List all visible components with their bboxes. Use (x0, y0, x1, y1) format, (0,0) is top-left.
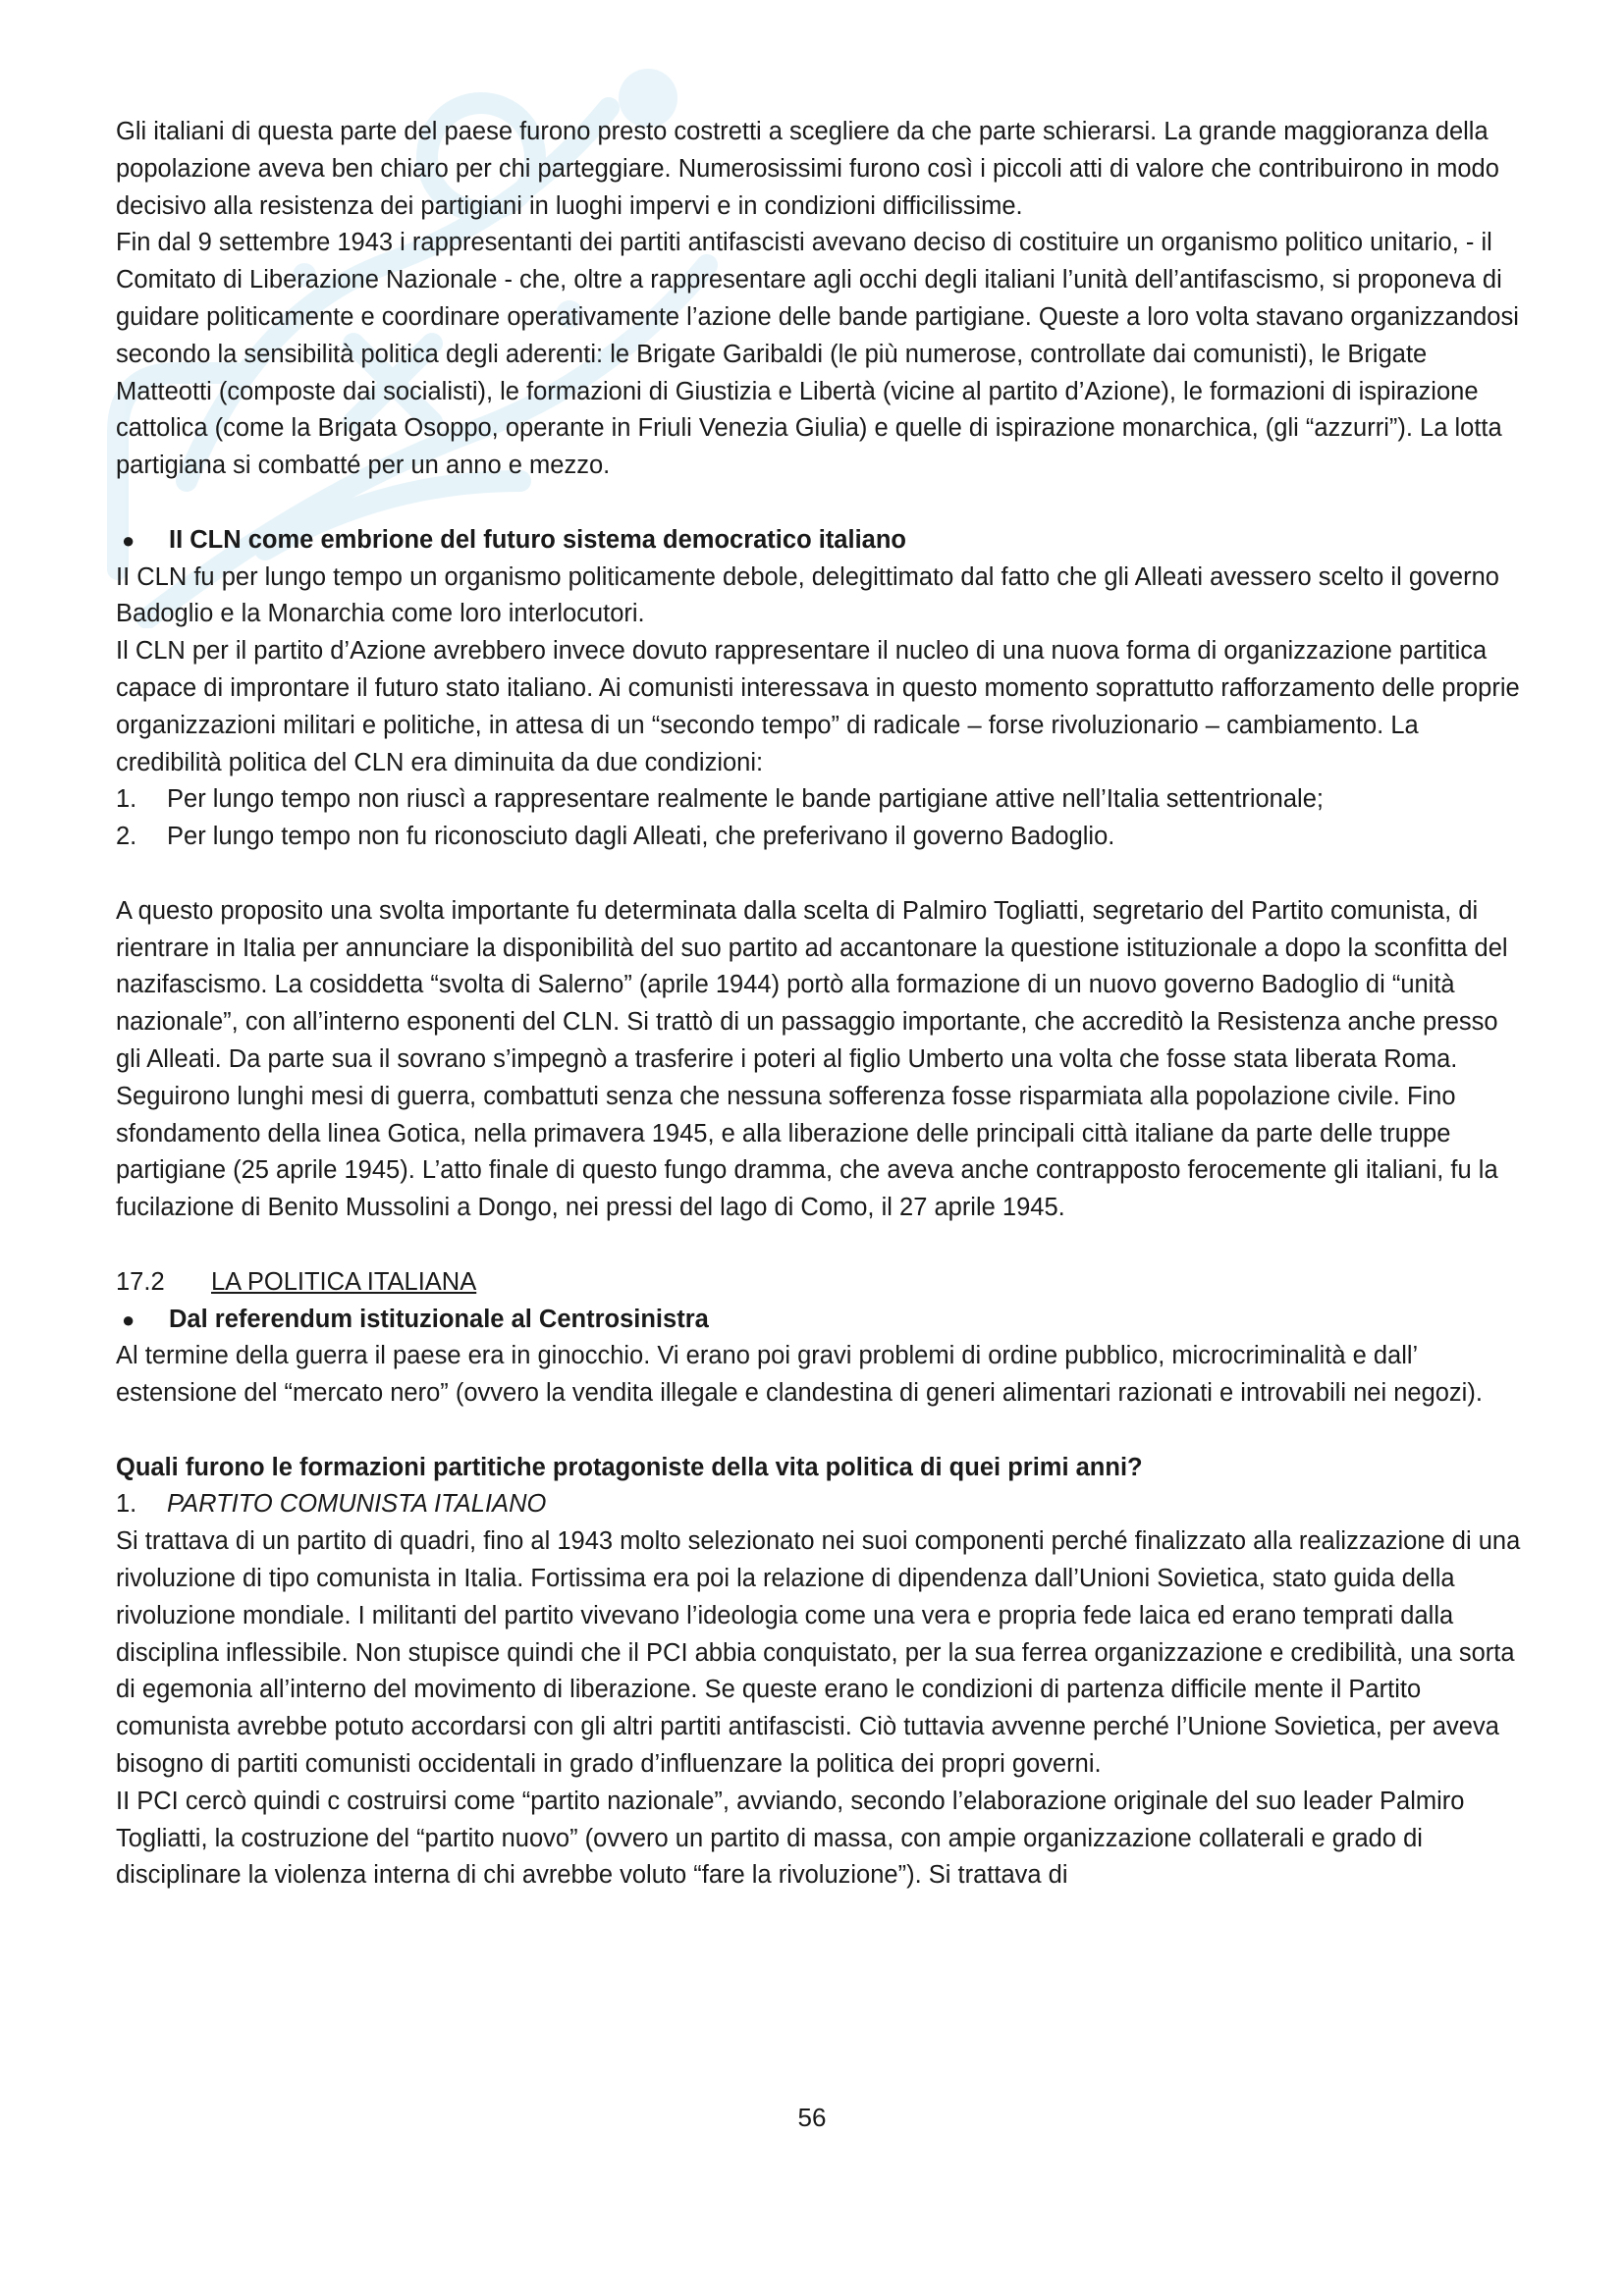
list-item (116, 819, 1530, 856)
bullet-heading-text: II CLN come embrione del futuro sistema democratico italiano (169, 525, 906, 554)
paragraph-6: Al termine della guerra il paese era in ginocchio. Vi erano poi gravi problemi di ordine pubblico, microcriminalità e dall’ estensione del “mercato nero” (ovvero la vendita illegale e clandestina di generi alimentari razionati e introvabili nei negozi). (116, 1342, 1483, 1408)
bullet-heading-cln (116, 522, 1530, 560)
party-number: 1. (116, 1490, 137, 1519)
spacer (116, 856, 1530, 893)
question-heading: Quali furono le formazioni partitiche protagoniste della vita politica di quei primi anni? (116, 1453, 1143, 1481)
bullet-heading-referendum (116, 1302, 1530, 1339)
spacer (116, 485, 1530, 522)
page-number: 56 (797, 2103, 827, 2132)
bullet-heading-text: Dal referendum istituzionale al Centrosinistra (169, 1305, 709, 1333)
paragraph-7: Si trattava di un partito di quadri, fino al 1943 molto selezionato nei suoi componenti perché finalizzato alla realizzazione di una rivoluzione di tipo comunista in Italia. Fortissima era poi la relazione di dipendenza dall’Unioni Sovietica, stato guida della rivoluzione mondiale. I militanti del partito vivevano l’ideologia come una vera e propria fede laica ed erano temprati dalla disciplina inflessibile. Non stupisce quindi che il PCI abbia conquistato, per la sua ferrea organizzazione e credibilità, una sorta di egemonia all’interno del movimento di liberazione. Se queste erano le condizioni di partenza difficile mente il Partito comunista avrebbe potuto accordarsi con gli altri partiti antifascisti. Ciò tuttavia avvenne perché l’Unione Sovietica, per aveva bisogno di partiti comunisti occidentali in grado d’influenzare la politica dei propri governi. (116, 1527, 1521, 1779)
paragraph-5: A questo proposito una svolta importante fu determinata dalla scelta di Palmiro Togliatti, segretario del Partito comunista, di rientrare in Italia per annunciare la disponibilità del suo partito ad accantonare la questione istituzionale a dopo la sconfitta del nazifascismo. La cosiddetta “svolta di Salerno” (aprile 1944) portò alla formazione di un nuovo governo Badoglio di “unità nazionale”, con all’interno esponenti del CLN. Si trattò di un passaggio importante, che accreditò la Resistenza anche presso gli Alleati. Da parte sua il sovrano s’impegnò a trasferire i poteri al figlio Umberto una volta che fosse stata liberata Roma. Seguirono lunghi mesi di guerra, combattuti senza che nessuna sofferenza fosse risparmiata alla popolazione civile. Fino sfondamento della linea Gotica, nella primavera 1945, e alla liberazione delle principali città italiane da parte delle truppe partigiane (25 aprile 1945). L’atto finale di questo fungo dramma, che aveva anche contrapposto ferocemente gli italiani, fu la fucilazione di Benito Mussolini a Dongo, nei pressi del lago di Como, il 27 aprile 1945. (116, 896, 1508, 1222)
party-heading (116, 1486, 1530, 1523)
spacer (116, 1413, 1530, 1450)
paragraph-4: Il CLN per il partito d’Azione avrebbero invece dovuto rappresentare il nucleo di una nuova forma di organizzazione partitica capace di improntare il futuro stato italiano. Ai comunisti interessava in questo momento soprattutto rafforzamento delle proprie organizzazioni militari e politiche, in attesa di un “secondo tempo” di radicale – forse rivoluzionario – cambiamento. La credibilità politica del CLN era diminuita da due condizioni: (116, 637, 1520, 776)
section-number: 17.2 (116, 1267, 165, 1296)
paragraph-1: Gli italiani di questa parte del paese furono presto costretti a scegliere da che parte schierarsi. La grande maggioranza della popolazione aveva ben chiaro per chi parteggiare. Numerosissimi furono così i piccoli atti di valore che contribuirono in modo decisivo alla resistenza dei partigiani in luoghi impervi e in condizioni difficilissime. (116, 118, 1499, 220)
spacer (116, 1227, 1530, 1264)
section-title: LA POLITICA ITALIANA (211, 1267, 477, 1296)
bullet-icon: ● (122, 1307, 135, 1332)
section-heading (116, 1264, 1530, 1302)
paragraph-2: Fin dal 9 settembre 1943 i rappresentanti dei partiti antifascisti avevano deciso di costituire un organismo politico unitario, - il Comitato di Liberazione Nazionale - che, oltre a rappresentare agli occhi degli italiani l’unità dell’antifascismo, si proponeva di guidare politicamente e coordinare operativamente l’azione delle bande partigiane. Queste a loro volta stavano organizzandosi secondo la sensibilità politica degli aderenti: le Brigate Garibaldi (le più numerose, controllate dai comunisti), le Brigate Matteotti (composte dai socialisti), le formazioni di Giustizia e Libertà (vicine al partito d’Azione), le formazioni di ispirazione cattolica (come la Brigata Osoppo, operante in Friuli Venezia Giulia) e quelle di ispirazione monarchica, (gli “azzurri”). La lotta partigiana si combatté per un anno e mezzo. (116, 229, 1519, 480)
paragraph-8: II PCI cercò quindi c costruirsi come “partito nazionale”, avviando, secondo l’elaborazione originale del suo leader Palmiro Togliatti, la costruzione del “partito nuovo” (ovvero un partito di massa, con ampie organizzazione collaterali e grado di disciplinare la violenza interna di chi avrebbe voluto “fare la rivoluzione”). Si trattava di (116, 1787, 1465, 1890)
list-item-number: 1. (116, 785, 137, 814)
paragraph-3: II CLN fu per lungo tempo un organismo politicamente debole, delegittimato dal fatto che gli Alleati avessero scelto il governo Badoglio e la Monarchia come loro interlocutori. (116, 562, 1499, 628)
document-body (116, 114, 1530, 1895)
party-title: PARTITO COMUNISTA ITALIANO (167, 1490, 547, 1519)
bullet-icon: ● (122, 527, 135, 553)
list-item-text: Per lungo tempo non riuscì a rappresentare realmente le bande partigiane attive nell’Italia settentrionale; (167, 785, 1324, 814)
list-item (116, 781, 1530, 819)
list-item-text: Per lungo tempo non fu riconosciuto dagli Alleati, che preferivano il governo Badoglio. (167, 823, 1115, 851)
list-item-number: 2. (116, 823, 137, 851)
